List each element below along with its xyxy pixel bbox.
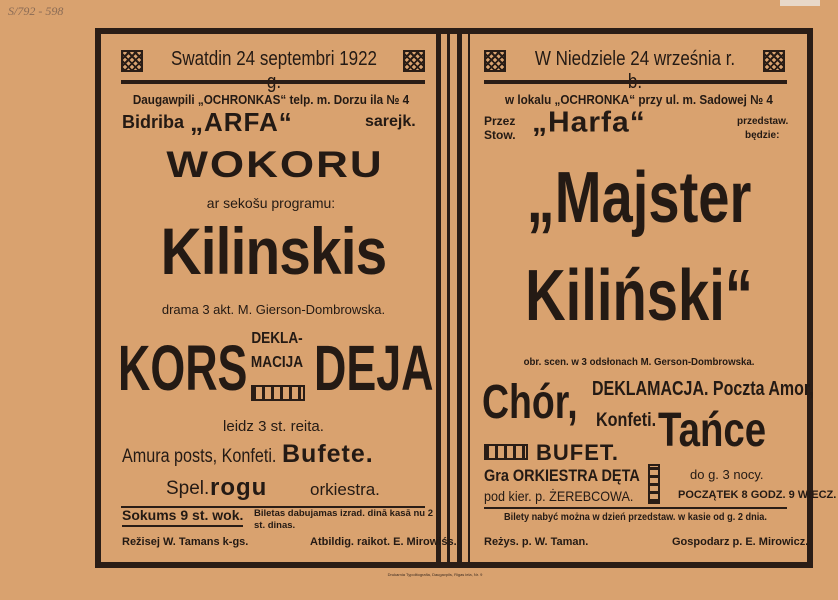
right-rezys: Reżys. p. W. Taman. (484, 536, 589, 548)
right-title-1: „Majster (526, 158, 752, 238)
ornament-icon (403, 50, 425, 72)
left-kors: KORS (118, 332, 248, 404)
right-stow: Stow. (484, 128, 516, 142)
left-atbild: Atbildig. raikot. E. Mirowiśs. (310, 536, 457, 548)
right-bilety: Bilety nabyć można w dzień przedstaw. w kasie od g. 2 dnia. (504, 512, 767, 523)
right-bedzie: będzie: (745, 130, 780, 141)
left-date: Swatdin 24 septembri 1922 g. (170, 48, 378, 93)
divider (121, 80, 425, 84)
left-deklamacija-2: MACIJA (250, 354, 304, 371)
divider (484, 80, 787, 84)
center-bar-1 (436, 28, 441, 568)
right-date: W Niedziele 24 września r. b. (534, 48, 736, 93)
right-tance: Tańce (658, 404, 767, 457)
left-bufete: Bufete. (282, 440, 374, 468)
left-leidz: leidz 3 st. reita. (223, 418, 324, 435)
left-wokoru: WOKORU (166, 143, 384, 186)
right-venue: w lokalu „OCHRONKA“ przy ul. m. Sadowej № 4 (505, 92, 773, 107)
left-drama: drama 3 akt. M. Gierson-Dombrowska. (161, 302, 386, 317)
left-spel: Spel. (166, 478, 210, 499)
swirl-ornament-icon (251, 385, 305, 401)
left-venue: Daugawpili „OCHRONKAS“ telp. m. Dorzu ila № 4 (132, 92, 410, 107)
left-deja: DEJA (314, 332, 434, 404)
right-do: do g. 3 nocy. (690, 467, 764, 482)
left-rogu: rogu (210, 474, 268, 501)
right-pod: pod kier. p. ŻEREBCOWA. (484, 488, 634, 504)
left-title: Kilinskis (160, 214, 387, 288)
right-bufet: BUFET. (536, 440, 619, 465)
divider (484, 507, 787, 509)
tape-mark (780, 0, 820, 6)
left-deklamacija-1: DEKLA- (251, 330, 303, 347)
ornament-icon (484, 50, 506, 72)
center-bar-3 (457, 28, 462, 568)
right-chor: Chór, (482, 376, 578, 429)
left-sarejk: sarejk. (365, 113, 416, 130)
right-harfa: „Harfa“ (532, 106, 646, 139)
left-biletas: Biletas dabujamas izrad. dinā kasā nu 2 st. dinas. (254, 508, 433, 531)
left-orkiestra: orkiestra. (310, 480, 380, 499)
archive-stamp: S/792 - 598 (8, 4, 64, 18)
right-gra: Gra ORKIESTRA DĘTA (484, 466, 640, 485)
left-arfa: „ARFA“ (190, 107, 293, 137)
right-title-2: Kiliński“ (525, 256, 753, 336)
printer-line: Drukarnia Typolitografia, Daugavpils, Rigas iela, Nr. 9 (387, 572, 483, 577)
left-sokums: Sokums 9 st. wok. (122, 507, 243, 527)
right-obr: obr. scen. w 3 odsłonach M. Gerson-Dombrowska. (523, 356, 755, 368)
ornament-icon (763, 50, 785, 72)
right-poczatek: POCZĄTEK 8 GODZ. 9 WIECZ. (678, 489, 837, 501)
right-przedstaw: przedstaw. (737, 116, 789, 127)
left-program: ar sekošu programu: (206, 195, 336, 211)
swirl-ornament-icon (484, 444, 528, 460)
left-bidriba: Bidriba (122, 112, 185, 132)
left-rezis: Režisej W. Tamans k-gs. (122, 536, 249, 548)
center-bar-4 (468, 28, 470, 568)
ornament-icon (121, 50, 143, 72)
right-deklamacja: DEKLAMACJA. Poczta Amor, (592, 378, 814, 400)
center-bar-2 (447, 28, 450, 568)
right-gospodarz: Gospodarz p. E. Mirowicz. (672, 536, 809, 548)
swirl-ornament-icon (648, 464, 660, 504)
right-przez: Przez (484, 114, 516, 128)
left-amura: Amura posts, Konfeti. (122, 446, 277, 467)
right-konfeti: Konfeti. (596, 410, 657, 431)
